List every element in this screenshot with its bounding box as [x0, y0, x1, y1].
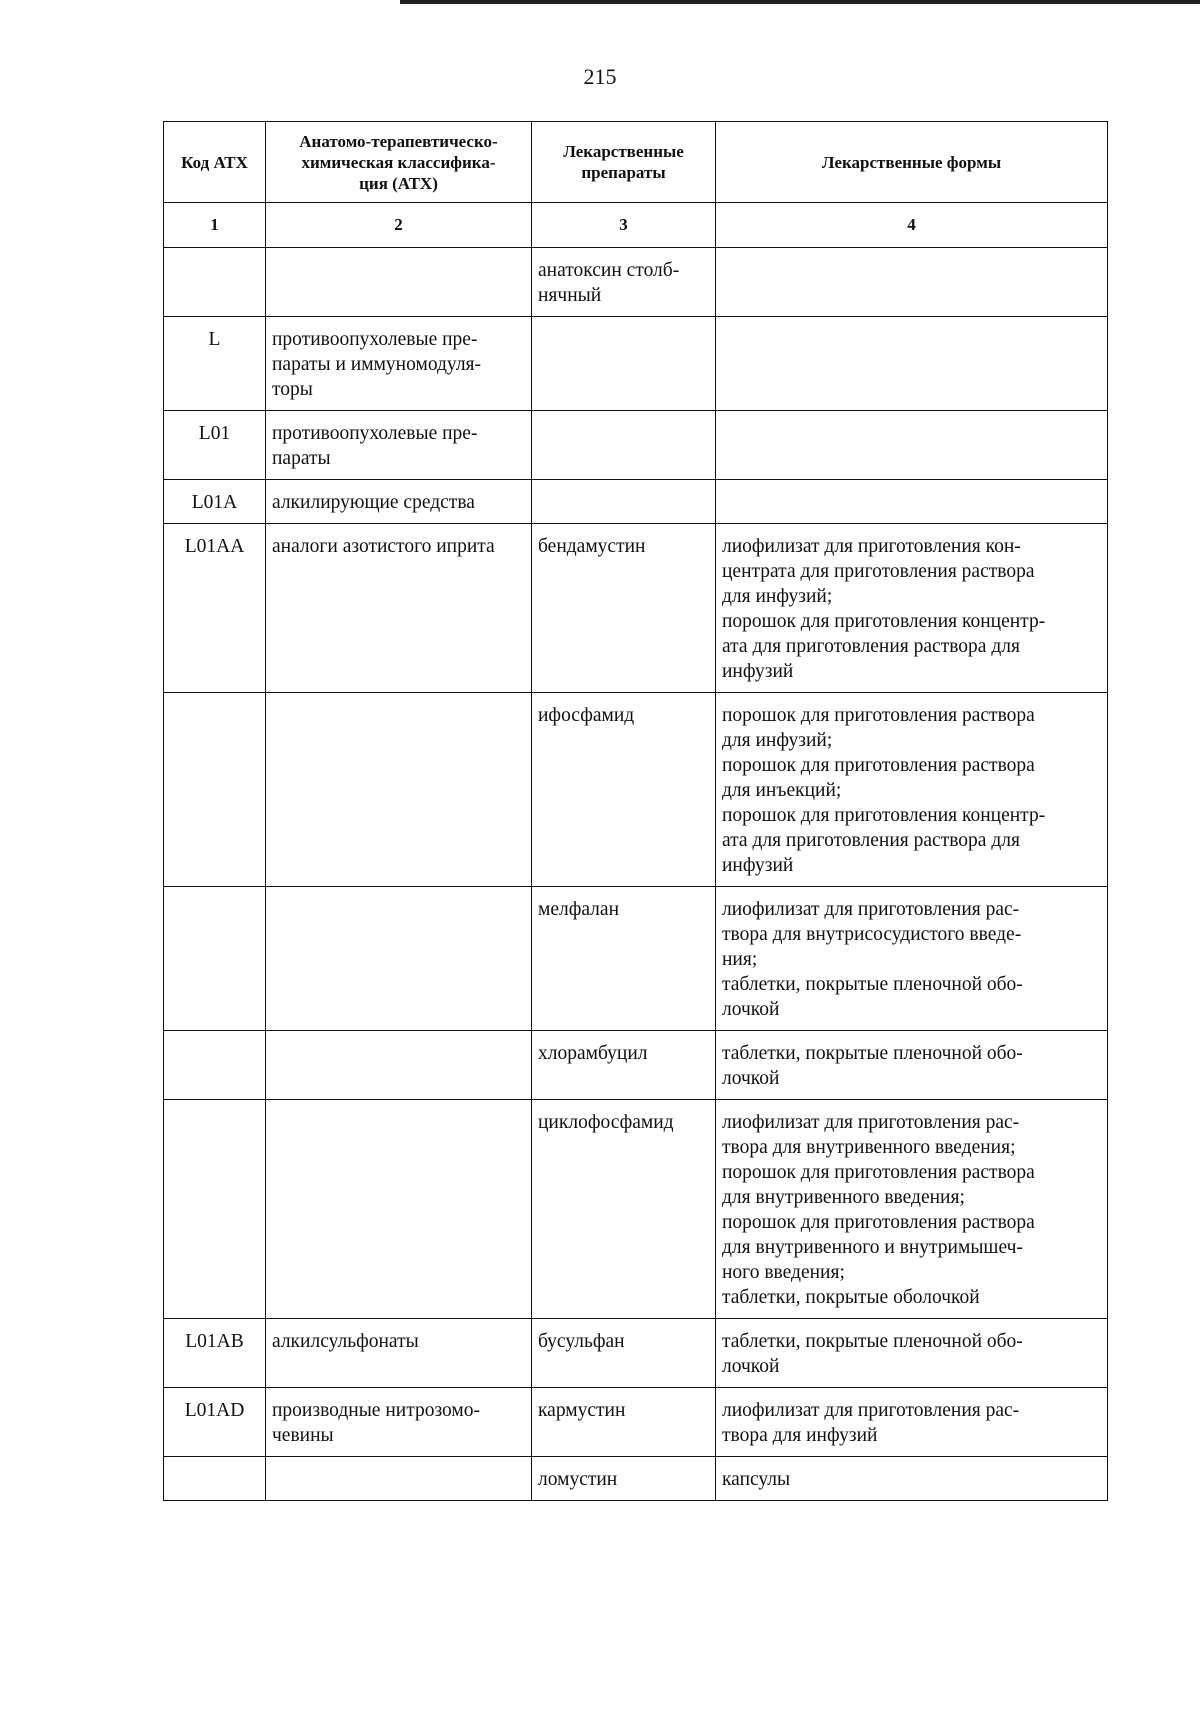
table-row: [164, 524, 1108, 693]
atx-code-cell: L01: [164, 411, 266, 480]
drug-cell: ломустин: [532, 1457, 716, 1501]
drug-cell: [532, 480, 716, 524]
table-row: [164, 887, 1108, 1031]
header-drugs: Лекарственные препараты: [532, 122, 716, 203]
drug-cell: бусульфан: [532, 1319, 716, 1388]
drug-cell: кармустин: [532, 1388, 716, 1457]
atx-code-cell: [164, 248, 266, 317]
top-border-rule: [400, 0, 1200, 4]
dosage-forms-cell: порошок для приготовления раствора для инфузий; порошок для приготовления раствора для инъекций; порошок для приготовления концентр- ата для приготовления раствора для инфузий: [716, 693, 1108, 887]
table-row: [164, 1319, 1108, 1388]
atx-code-cell: [164, 887, 266, 1031]
classification-cell: производные нитрозомо- чевины: [266, 1388, 532, 1457]
table-row: [164, 317, 1108, 411]
page-number: 215: [583, 64, 617, 89]
classification-cell: алкилирующие средства: [266, 480, 532, 524]
column-number-row: [164, 203, 1108, 248]
table-header-row: [164, 122, 1108, 203]
atx-code-cell: L01AB: [164, 1319, 266, 1388]
table-row: [164, 1388, 1108, 1457]
atx-code-cell: L01AA: [164, 524, 266, 693]
classification-cell: аналоги азотистого иприта: [266, 524, 532, 693]
table-row: [164, 1100, 1108, 1319]
dosage-forms-cell: [716, 411, 1108, 480]
drug-cell: бендамустин: [532, 524, 716, 693]
classification-cell: противоопухолевые пре- параты и иммуномодуля- торы: [266, 317, 532, 411]
atx-code-cell: [164, 1457, 266, 1501]
classification-cell: [266, 1457, 532, 1501]
table-row: [164, 411, 1108, 480]
classification-cell: [266, 1100, 532, 1319]
atx-code-cell: [164, 693, 266, 887]
dosage-forms-cell: таблетки, покрытые пленочной обо- лочкой: [716, 1319, 1108, 1388]
classification-cell: противоопухолевые пре- параты: [266, 411, 532, 480]
column-number: 1: [164, 203, 266, 248]
atx-code-cell: L: [164, 317, 266, 411]
dosage-forms-cell: лиофилизат для приготовления кон- центрата для приготовления раствора для инфузий; порошок для приготовления концентр- ата для приготовления раствора для инфузий: [716, 524, 1108, 693]
table-row: [164, 1457, 1108, 1501]
classification-cell: алкилсульфонаты: [266, 1319, 532, 1388]
column-number: 4: [716, 203, 1108, 248]
dosage-forms-cell: капсулы: [716, 1457, 1108, 1501]
table-row: [164, 1031, 1108, 1100]
drug-cell: анатоксин столб- нячный: [532, 248, 716, 317]
dosage-forms-cell: лиофилизат для приготовления рас- твора для внутрисосудистого введе- ния; таблетки, покрытые пленочной обо- лочкой: [716, 887, 1108, 1031]
column-number: 2: [266, 203, 532, 248]
classification-cell: [266, 693, 532, 887]
drug-cell: ифосфамид: [532, 693, 716, 887]
dosage-forms-cell: лиофилизат для приготовления рас- твора для инфузий: [716, 1388, 1108, 1457]
drug-cell: [532, 317, 716, 411]
classification-cell: [266, 887, 532, 1031]
table-row: [164, 480, 1108, 524]
atx-code-cell: [164, 1031, 266, 1100]
column-number: 3: [532, 203, 716, 248]
header-atx-code: Код АТХ: [164, 122, 266, 203]
classification-cell: [266, 248, 532, 317]
drug-cell: хлорамбуцил: [532, 1031, 716, 1100]
dosage-forms-cell: [716, 480, 1108, 524]
classification-cell: [266, 1031, 532, 1100]
header-dosage-forms: Лекарственные формы: [716, 122, 1108, 203]
drug-cell: мелфалан: [532, 887, 716, 1031]
header-atx-classification: Анатомо-терапевтическо- химическая классифика- ция (АТХ): [266, 122, 532, 203]
dosage-forms-cell: таблетки, покрытые пленочной обо- лочкой: [716, 1031, 1108, 1100]
dosage-forms-cell: [716, 248, 1108, 317]
drug-cell: циклофосфамид: [532, 1100, 716, 1319]
table-row: [164, 248, 1108, 317]
atx-drug-table: [163, 121, 1108, 1501]
drug-cell: [532, 411, 716, 480]
table-row: [164, 693, 1108, 887]
dosage-forms-cell: лиофилизат для приготовления рас- твора для внутривенного введения; порошок для приготовления раствора для внутривенного введения; порошок для приготовления раствора для внутривенного и внутримышеч- ного введения; таблетки, покрытые оболочкой: [716, 1100, 1108, 1319]
atx-code-cell: [164, 1100, 266, 1319]
dosage-forms-cell: [716, 317, 1108, 411]
atx-code-cell: L01A: [164, 480, 266, 524]
atx-code-cell: L01AD: [164, 1388, 266, 1457]
